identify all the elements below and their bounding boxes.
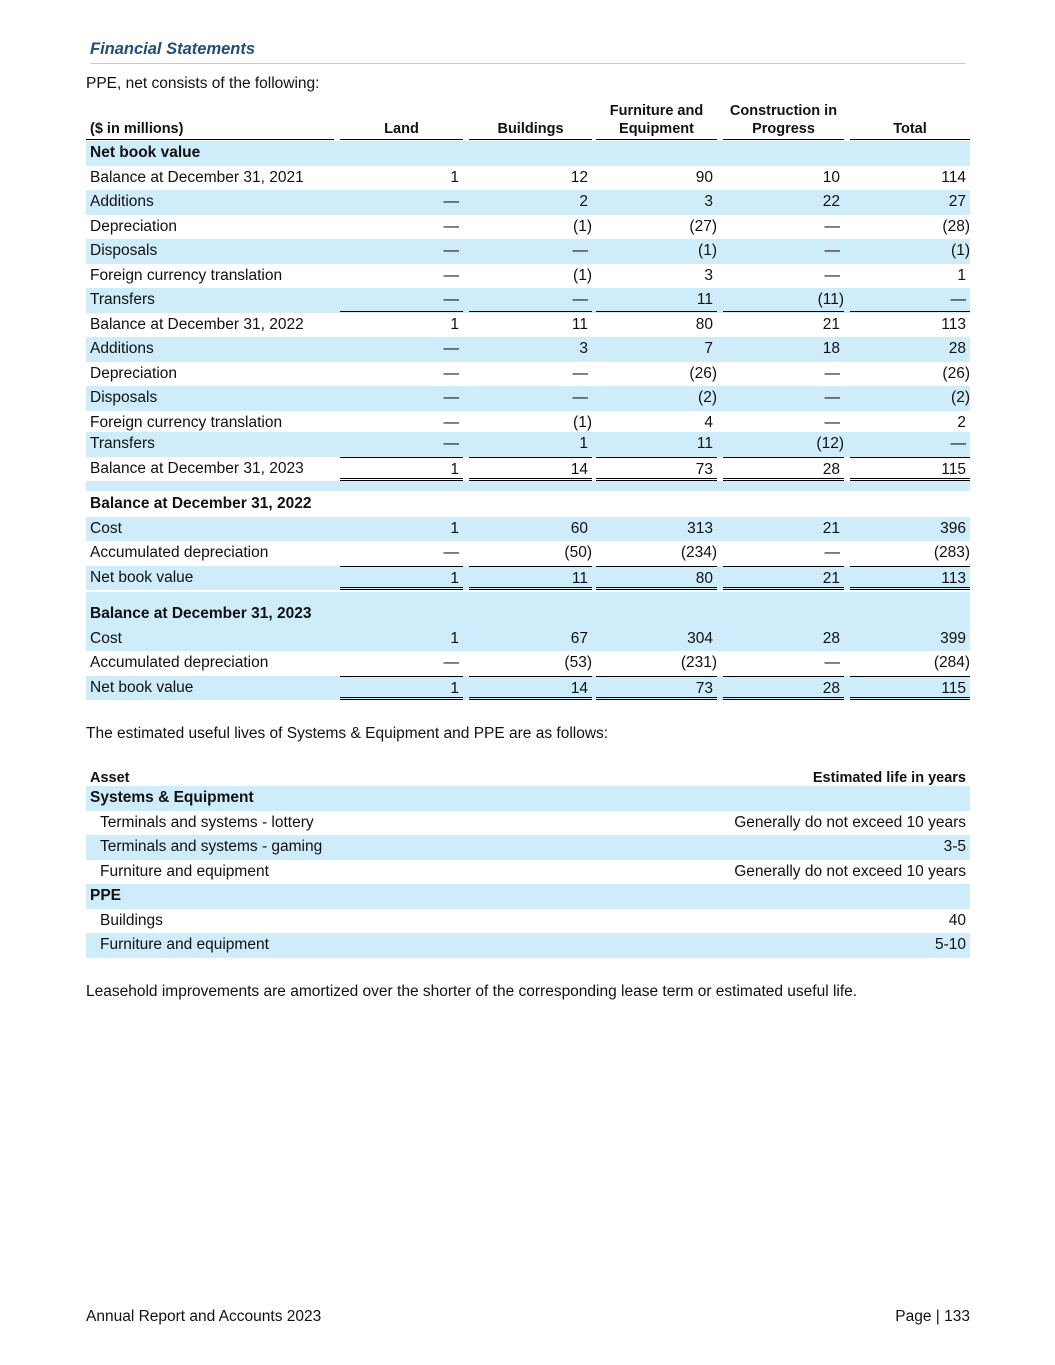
cell-value: (26)	[689, 364, 717, 382]
cell-value: 67	[570, 629, 588, 647]
cell-value: 115	[850, 457, 970, 481]
cell-value: 1	[450, 315, 459, 333]
cell-value: 11	[571, 315, 588, 333]
cell-value: —	[443, 242, 459, 259]
cell-value: 28	[948, 340, 966, 357]
section-title: Financial Statements	[90, 40, 965, 64]
row-label: Cost	[90, 629, 122, 647]
cell-value: 80	[596, 566, 717, 590]
row-label: Foreign currency translation	[90, 266, 283, 284]
row-label: Transfers	[90, 435, 155, 452]
cell-value: 113	[850, 566, 970, 590]
row-label: Foreign currency translation	[90, 413, 283, 431]
cell-value: 12	[570, 168, 588, 186]
cell-value: 10	[822, 168, 840, 186]
cell-value: —	[443, 217, 459, 235]
table-row	[86, 215, 970, 240]
cell-value: 14	[469, 457, 592, 481]
cell-value: 3	[704, 266, 713, 284]
cell-value: 11	[596, 288, 717, 312]
cell-value: (53)	[564, 654, 592, 671]
cell-value: 21	[723, 566, 844, 590]
asset-label: Buildings	[100, 911, 163, 929]
table-row	[86, 313, 970, 338]
cell-value: —	[443, 364, 459, 382]
cell-value: —	[824, 217, 840, 235]
cell-value: 115	[850, 676, 970, 700]
table-row	[86, 166, 970, 191]
row-label: Disposals	[90, 389, 158, 406]
row-label: Net book value	[90, 144, 201, 161]
lives-row	[86, 811, 970, 836]
cell-value: (28)	[942, 217, 970, 235]
footer-page-number: Page | 133	[895, 1308, 970, 1325]
table-row	[86, 386, 970, 411]
cell-value: 27	[948, 193, 966, 210]
cell-value: 304	[687, 629, 713, 647]
table-row	[86, 517, 970, 542]
ppe-intro-text: PPE, net consists of the following:	[86, 75, 320, 92]
cell-value: —	[443, 340, 459, 357]
lives-row	[86, 933, 970, 958]
cell-value: —	[443, 389, 459, 406]
cell-value: —	[443, 266, 459, 284]
cell-value: 4	[704, 413, 713, 431]
lives-row	[86, 860, 970, 885]
table-row	[86, 337, 970, 362]
balance_2022-heading	[86, 492, 970, 517]
cell-value: 11	[469, 566, 592, 590]
cell-value: —	[443, 544, 459, 561]
cell-value: (1)	[573, 217, 592, 235]
header-construction-in-progress: Construction in Progress	[723, 102, 844, 140]
table-row	[86, 264, 970, 289]
balance_2023-heading	[86, 602, 970, 627]
cell-value: (2)	[698, 389, 717, 406]
cell-value: 11	[696, 435, 713, 452]
cell-value: —	[824, 364, 840, 382]
row-label: Balance at December 31, 2023	[90, 605, 312, 622]
cell-value: 313	[687, 519, 713, 537]
cell-value: —	[469, 288, 592, 312]
header-land: Land	[340, 120, 463, 140]
header-buildings: Buildings	[469, 120, 592, 140]
row-spacer	[86, 592, 970, 602]
cell-value: 28	[723, 676, 844, 700]
cell-value: (1)	[573, 413, 592, 431]
cell-value: —	[443, 193, 459, 210]
table-row	[86, 288, 970, 313]
table-row	[86, 676, 970, 701]
cell-value: 113	[941, 315, 966, 333]
cell-value: 3	[579, 340, 588, 357]
asset-label: Terminals and systems - gaming	[100, 838, 323, 855]
cell-value: 2	[957, 413, 966, 431]
row-spacer	[86, 481, 970, 491]
table-row	[86, 627, 970, 652]
table-row	[86, 457, 970, 482]
lives-row	[86, 835, 970, 860]
cell-value: —	[572, 364, 588, 382]
cell-value: 21	[822, 519, 840, 537]
cell-value: 396	[940, 519, 966, 537]
cell-value: 90	[695, 168, 713, 186]
row-label: Transfers	[90, 291, 155, 308]
cell-value: —	[443, 435, 459, 452]
net-book-value-heading	[86, 141, 970, 166]
table-row	[86, 651, 970, 676]
header-asset: Asset	[86, 770, 690, 787]
cell-value: (1)	[951, 242, 970, 259]
cell-value: —	[443, 654, 459, 671]
cell-value: 73	[596, 457, 717, 481]
cell-value: 14	[469, 676, 592, 700]
lives-group-heading	[86, 786, 970, 811]
row-label: Depreciation	[90, 364, 178, 382]
cell-value: 1	[579, 435, 588, 452]
life-value: 3-5	[943, 838, 966, 855]
cell-value: 1	[340, 676, 463, 700]
cell-value: 80	[695, 315, 713, 333]
cell-value: 1	[340, 457, 463, 481]
cell-value: —	[824, 413, 840, 431]
cell-value: 60	[570, 519, 588, 537]
cell-value: —	[850, 288, 970, 312]
row-label: Depreciation	[90, 217, 178, 235]
row-label: Net book value	[90, 678, 194, 696]
asset-label: Furniture and equipment	[100, 936, 269, 953]
life-value: 40	[948, 911, 966, 929]
cell-value: 18	[822, 340, 840, 357]
cell-value: (50)	[564, 544, 592, 561]
row-label: Net book value	[90, 568, 194, 586]
life-value: Generally do not exceed 10 years	[734, 813, 966, 831]
row-label: Balance at December 31, 2022	[90, 495, 312, 512]
cell-value: (234)	[680, 544, 717, 561]
cell-value: (26)	[942, 364, 970, 382]
cell-value: 22	[822, 193, 840, 210]
row-label: Balance at December 31, 2022	[90, 315, 304, 333]
row-label: Cost	[90, 519, 122, 537]
life-value: Generally do not exceed 10 years	[734, 862, 966, 880]
row-label: Balance at December 31, 2021	[90, 168, 304, 186]
cell-value: 28	[723, 457, 844, 481]
header-estimated-life: Estimated life in years	[696, 770, 970, 787]
cell-value: 1	[957, 266, 966, 284]
table-row	[86, 190, 970, 215]
cell-value: (231)	[680, 654, 717, 671]
cell-value: —	[824, 654, 840, 671]
table-row	[86, 362, 970, 387]
lives-intro-text: The estimated useful lives of Systems & Equipment and PPE are as follows:	[86, 725, 609, 742]
cell-value: (27)	[689, 217, 717, 235]
cell-value: 2	[579, 193, 588, 210]
cell-value: 28	[822, 629, 840, 647]
row-label: Balance at December 31, 2023	[90, 459, 304, 477]
cell-value: (12)	[816, 435, 844, 452]
row-label: Additions	[90, 340, 154, 357]
table-row	[86, 239, 970, 264]
cell-value: —	[572, 389, 588, 406]
cell-value: 1	[450, 519, 459, 537]
ppe-table-header	[86, 100, 970, 140]
row-label: Accumulated depreciation	[90, 654, 269, 671]
lives-row	[86, 909, 970, 934]
cell-value: 399	[940, 629, 966, 647]
footer-report-title: Annual Report and Accounts 2023	[86, 1308, 322, 1325]
cell-value: —	[824, 242, 840, 259]
cell-value: —	[824, 266, 840, 284]
cell-value: 1	[340, 566, 463, 590]
cell-value: —	[572, 242, 588, 259]
cell-value: 7	[704, 340, 713, 357]
cell-value: —	[443, 413, 459, 431]
table-row	[86, 432, 970, 457]
row-label: Accumulated depreciation	[90, 544, 269, 561]
lives-group-heading	[86, 884, 970, 909]
row-label: Disposals	[90, 242, 158, 259]
cell-value: (2)	[951, 389, 970, 406]
group-label: PPE	[90, 887, 122, 904]
cell-value: (283)	[933, 544, 970, 561]
life-value: 5-10	[934, 936, 966, 953]
row-label: Additions	[90, 193, 154, 210]
cell-value: 3	[704, 193, 713, 210]
cell-value: 73	[596, 676, 717, 700]
asset-label: Furniture and equipment	[100, 862, 269, 880]
cell-value: 1	[450, 629, 459, 647]
cell-value: (1)	[698, 242, 717, 259]
leasehold-note: Leasehold improvements are amortized over the shorter of the corresponding lease term or estimated useful life.	[86, 983, 858, 1000]
header-furniture-equipment: Furniture and Equipment	[596, 102, 717, 140]
cell-value: (284)	[933, 654, 970, 671]
header-total: Total	[850, 120, 970, 140]
cell-value: —	[950, 435, 966, 452]
cell-value: —	[340, 288, 463, 312]
header-millions: ($ in millions)	[86, 120, 334, 140]
asset-label: Terminals and systems - lottery	[100, 813, 314, 831]
lives-table-header	[86, 765, 970, 787]
cell-value: (11)	[723, 288, 844, 312]
group-label: Systems & Equipment	[90, 789, 254, 806]
cell-value: 1	[450, 168, 459, 186]
cell-value: —	[824, 544, 840, 561]
cell-value: 114	[941, 168, 966, 186]
cell-value: (1)	[573, 266, 592, 284]
table-row	[86, 541, 970, 566]
cell-value: 21	[822, 315, 840, 333]
cell-value: —	[824, 389, 840, 406]
table-row	[86, 566, 970, 591]
